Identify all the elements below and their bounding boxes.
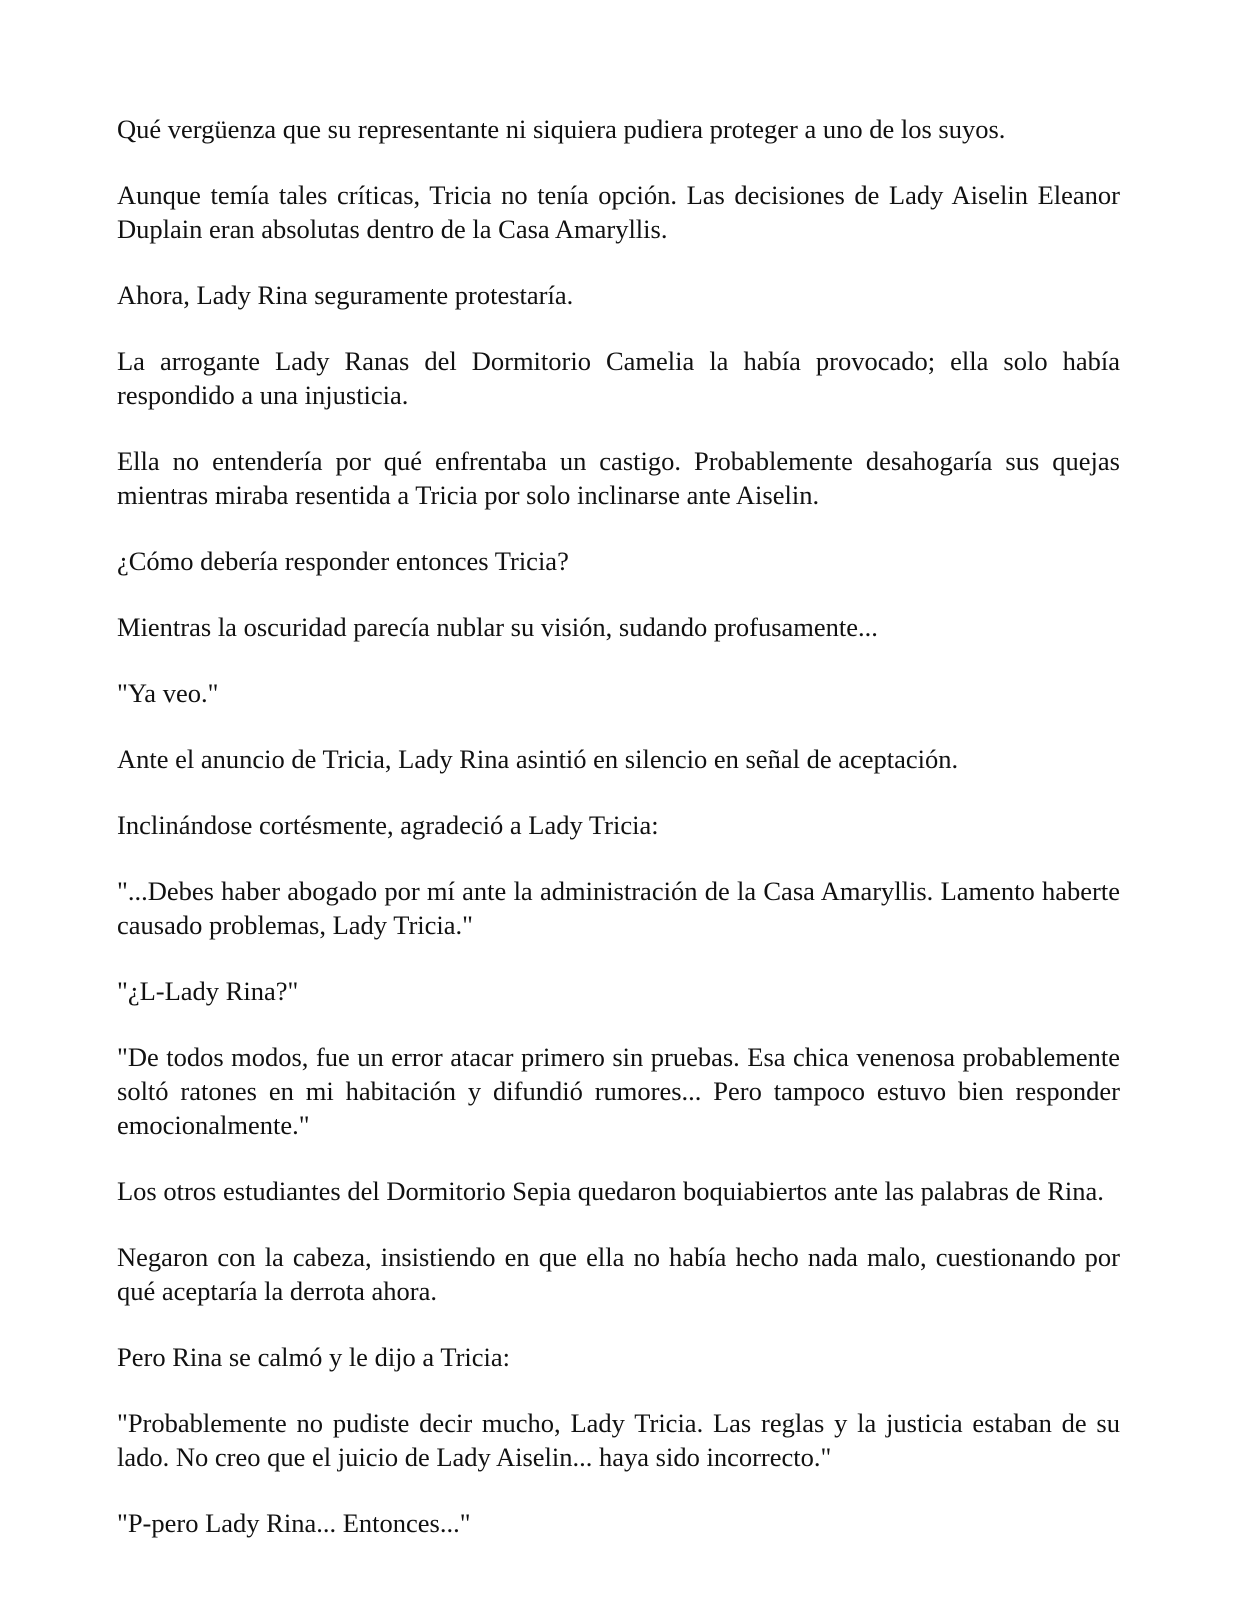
paragraph: Ahora, Lady Rina seguramente protestaría. xyxy=(117,280,574,310)
paragraph: Aunque temía tales críticas, Tricia no tenía opción. Las decisiones de Lady Aiselin Eleanor Duplain eran absolutas dentro de la Casa Amaryllis. xyxy=(117,180,1120,244)
paragraph: "...Debes haber abogado por mí ante la administración de la Casa Amaryllis. Lamento haberte causado problemas, Lady Tricia." xyxy=(117,876,1120,940)
paragraph: Pero Rina se calmó y le dijo a Tricia: xyxy=(117,1342,511,1372)
paragraph: Qué vergüenza que su representante ni siquiera pudiera proteger a uno de los suyos. xyxy=(117,114,1006,144)
paragraph: Ella no entendería por qué enfrentaba un castigo. Probablemente desahogaría sus quejas mientras miraba resentida a Tricia por solo inclinarse ante Aiselin. xyxy=(117,446,1120,510)
paragraph: "De todos modos, fue un error atacar primero sin pruebas. Esa chica venenosa probablemente soltó ratones en mi habitación y difundió rumores... Pero tampoco estuvo bien responder emocionalmente." xyxy=(117,1042,1120,1140)
paragraph: Mientras la oscuridad parecía nublar su visión, sudando profusamente... xyxy=(117,612,878,642)
paragraph: Ante el anuncio de Tricia, Lady Rina asintió en silencio en señal de aceptación. xyxy=(117,744,959,774)
paragraph: ¿Cómo debería responder entonces Tricia? xyxy=(117,546,569,576)
paragraph: "Ya veo." xyxy=(117,678,219,708)
paragraph: Inclinándose cortésmente, agradeció a Lady Tricia: xyxy=(117,810,659,840)
paragraph: Los otros estudiantes del Dormitorio Sepia quedaron boquiabiertos ante las palabras de Rina. xyxy=(117,1176,1104,1206)
paragraph: La arrogante Lady Ranas del Dormitorio Camelia la había provocado; ella solo había respondido a una injusticia. xyxy=(117,346,1120,410)
paragraph: "P-pero Lady Rina... Entonces..." xyxy=(117,1508,471,1538)
paragraph: "Probablemente no pudiste decir mucho, Lady Tricia. Las reglas y la justicia estaban de su lado. No creo que el juicio de Lady Aiselin... haya sido incorrecto." xyxy=(117,1408,1120,1472)
paragraph: Negaron con la cabeza, insistiendo en que ella no había hecho nada malo, cuestionando por qué aceptaría la derrota ahora. xyxy=(117,1242,1120,1306)
paragraph: "¿L-Lady Rina?" xyxy=(117,976,299,1006)
document-body xyxy=(117,112,1120,1572)
